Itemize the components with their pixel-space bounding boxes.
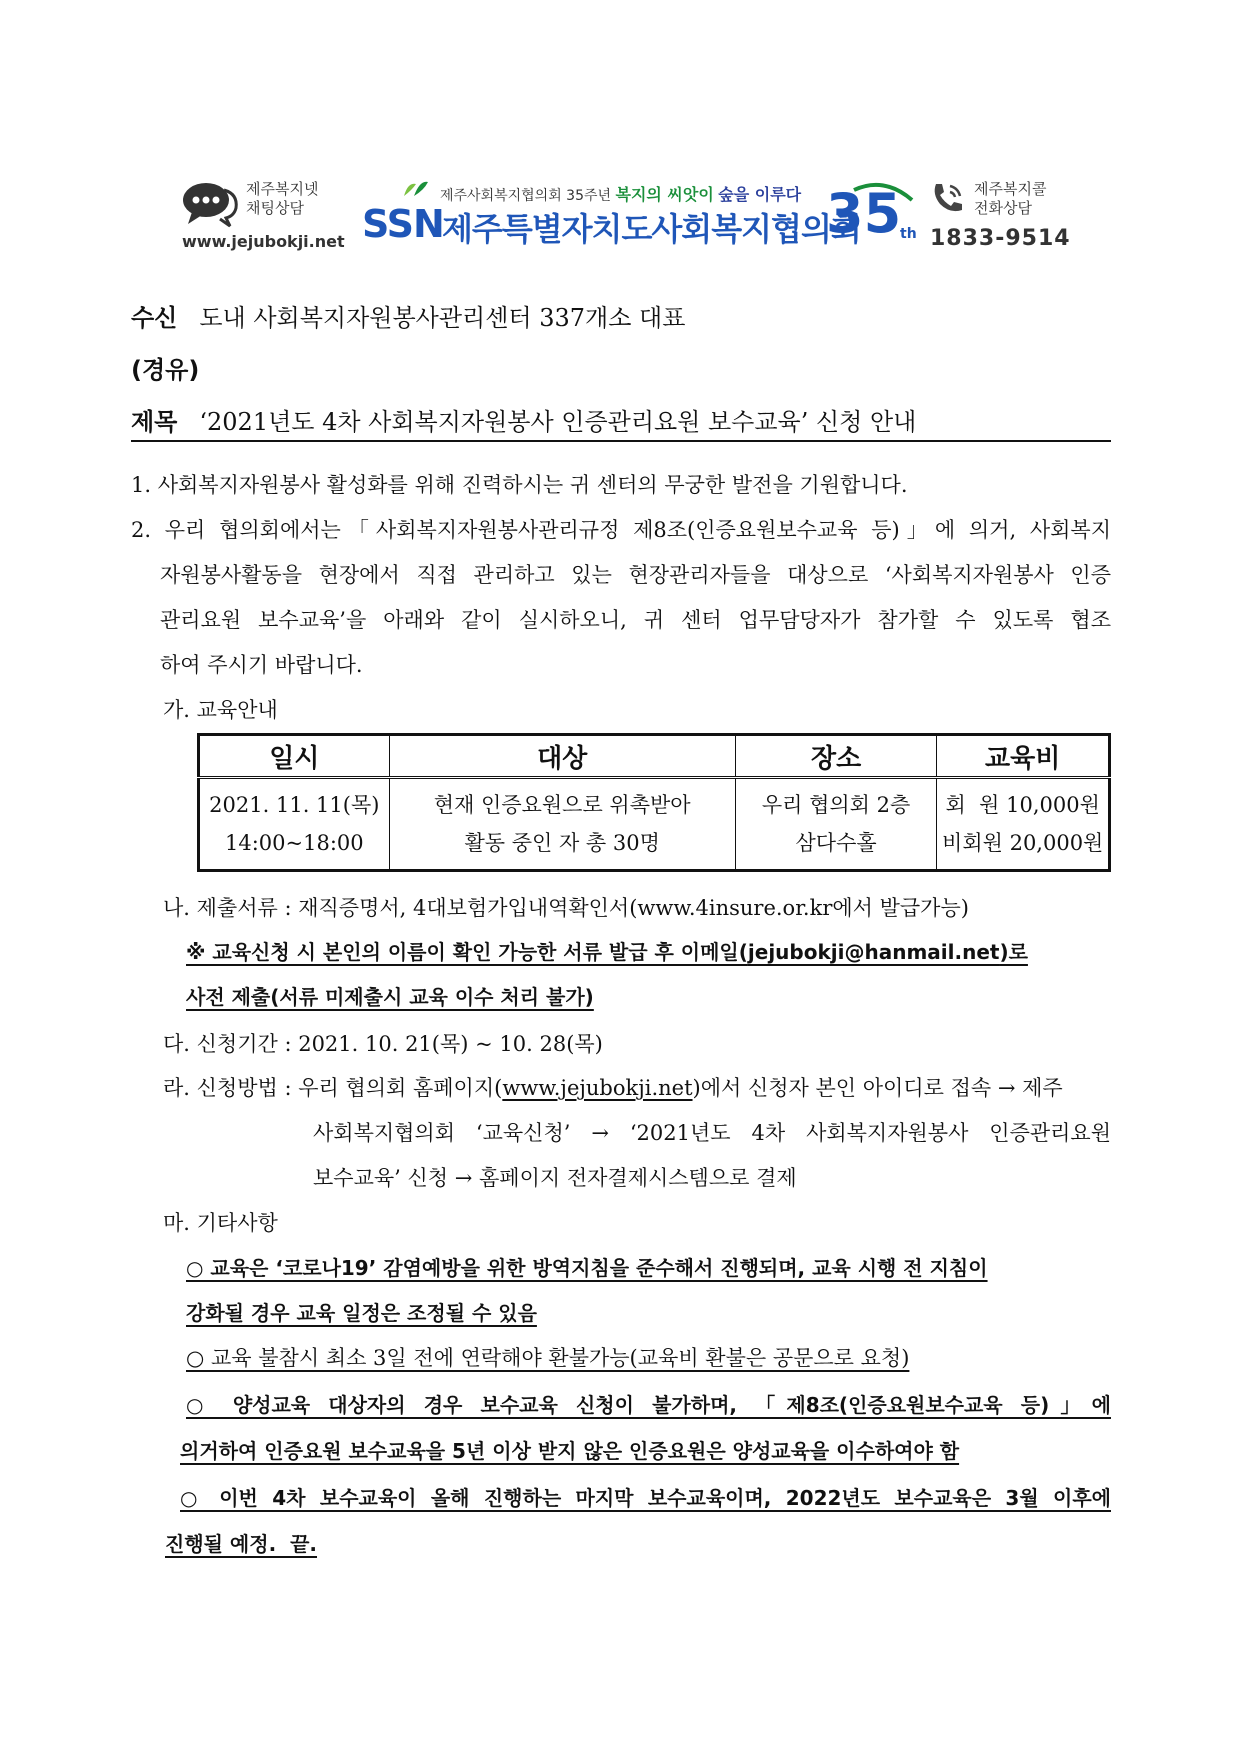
phone-number[interactable]: 1833-9514 [930, 226, 1071, 251]
cell-target-line2: 활동 중인 자 총 30명 [464, 831, 660, 855]
table-header-place: 장소 [735, 735, 937, 778]
anniversary-35-emblem [824, 180, 924, 244]
paragraph-2-line-2: 자원봉사활동을 현장에서 직접 관리하고 있는 현장관리자들을 대상으로 ‘사회복지자원봉사 인증 [160, 563, 1111, 587]
section-application-method-line-3: 보수교육’ 신청 → 홈페이지 전자결제시스템으로 결제 [313, 1166, 797, 1190]
table-header-fee: 교육비 [937, 735, 1110, 778]
cell-fee [937, 778, 1110, 871]
leaf-icon [402, 180, 430, 198]
notice-email-link[interactable]: jejubokji@hanmail.net [747, 940, 1000, 964]
anniversary-suffix: th [900, 226, 917, 242]
note-covid-line-1: ○ 교육은 ‘코로나19’ 감염예방을 위한 방역지침을 준수해서 진행되며, 교육 시행 전 지침이 [186, 1256, 988, 1280]
paragraph-1: 1. 사회복지자원봉사 활성화를 위해 진력하시는 귀 센터의 무궁한 발전을 기원합니다. [131, 473, 908, 497]
note-refund: ○ 교육 불참시 최소 3일 전에 연락해야 환불가능(교육비 환불은 공문으로 요청) [186, 1346, 910, 1370]
anniversary-tagline [440, 182, 801, 205]
letterhead [0, 170, 1239, 260]
note-covid-line-2: 강화될 경우 교육 일정은 조정될 수 있음 [186, 1301, 537, 1325]
recipient-key: 수신 [131, 304, 178, 332]
section-documents: 나. 제출서류 : 재직증명서, 4대보험가입내역확인서(www.4insure.or.kr에서 발급가능) [163, 896, 969, 920]
table-row [199, 778, 1110, 871]
cell-date: 2021. 11. 11(목) [209, 793, 380, 817]
recipient-value: 도내 사회복지자원봉사관리센터 337개소 대표 [199, 304, 686, 332]
tagline-prefix: 제주사회복지협의회 35주년 [440, 188, 612, 204]
section-education-info: 가. 교육안내 [163, 698, 278, 722]
section-application-period: 다. 신청기간 : 2021. 10. 21(목) ~ 10. 28(목) [163, 1032, 603, 1056]
note-training-line-1: ○ 양성교육 대상자의 경우 보수교육 신청이 불가하며, 「제8조(인증요원보수교육 등)」에 [186, 1393, 1111, 1417]
cell-target-line1: 현재 인증요원으로 위촉받아 [433, 793, 691, 817]
ssn-logo: SSN [362, 202, 444, 246]
education-table [197, 733, 1111, 872]
method-text-b: )에서 신청자 본인 아이디로 접속 → 제주 [692, 1076, 1063, 1100]
notice-text-a: ※ 교육신청 시 본인의 이름이 확인 가능한 서류 발급 후 이메일( [186, 940, 748, 964]
subject-value: ‘2021년도 4차 사회복지자원봉사 인증관리요원 보수교육’ 신청 안내 [199, 408, 917, 436]
cell-place [735, 778, 937, 871]
cell-time: 14:00~18:00 [224, 831, 364, 855]
paragraph-2-line-3: 관리요원 보수교육’을 아래와 같이 실시하오니, 귀 센터 업무담당자가 참가할 수 있도록 협조 [160, 608, 1111, 632]
organization-name: 제주특별자치도사회복지협의회 [442, 210, 861, 248]
tagline-highlight-1: 복지의 씨앗이 [615, 185, 714, 204]
cell-datetime [199, 778, 390, 871]
note-training-line-2: 의거하여 인증요원 보수교육을 5년 이상 받지 않은 인증요원은 양성교육을 이수하여야 함 [180, 1439, 960, 1463]
notice-line-2: 사전 제출(서류 미제출시 교육 이수 처리 불가) [186, 985, 594, 1009]
table-header-row [199, 735, 1110, 778]
section-other-notes: 마. 기타사항 [163, 1211, 278, 1235]
via-line [131, 350, 221, 385]
phone-icon [930, 180, 966, 216]
chat-label-line2: 채팅상담 [246, 199, 304, 217]
section-application-method-line-1 [163, 1073, 1063, 1103]
anniversary-number: 35 [826, 182, 902, 244]
notice-text-b: )로 [999, 940, 1028, 964]
paragraph-2-line-4: 하여 주시기 바랍니다. [160, 653, 363, 677]
note-final-line-2: 진행될 예정. 끝. [165, 1532, 318, 1556]
cell-place-line2: 삼다수홀 [795, 831, 877, 855]
chat-bubble-icon [182, 180, 240, 228]
table-header-target: 대상 [389, 735, 735, 778]
cell-fee-nonmember: 비회원 20,000원 [942, 831, 1104, 855]
recipient-line [131, 298, 685, 333]
chat-consult-block[interactable] [182, 180, 345, 251]
tagline-highlight-2: 숲을 이루다 [718, 185, 802, 204]
method-text-a: 라. 신청방법 : 우리 협의회 홈페이지( [163, 1076, 503, 1100]
table-header-datetime: 일시 [199, 735, 390, 778]
notice-line-1 [186, 937, 1028, 967]
chat-label-line1: 제주복지넷 [246, 180, 319, 198]
ssn-logo-block [362, 180, 922, 250]
chat-label [246, 180, 318, 218]
subject-key: 제목 [131, 408, 178, 436]
chat-url[interactable]: www.jejubokji.net [182, 232, 345, 251]
phone-label-line1: 제주복지콜 [974, 180, 1047, 198]
section-application-method-line-2: 사회복지협의회 ‘교육신청’ → ‘2021년도 4차 사회복지자원봉사 인증관리요원 [313, 1121, 1111, 1145]
homepage-link[interactable]: www.jejubokji.net [502, 1076, 693, 1100]
title-divider [131, 440, 1111, 442]
phone-label [974, 180, 1046, 218]
subject-line [131, 402, 916, 437]
phone-consult-block[interactable] [930, 180, 1080, 250]
via-key: (경유) [131, 356, 200, 384]
cell-target [389, 778, 735, 871]
note-final-line-1: ○ 이번 4차 보수교육이 올해 진행하는 마지막 보수교육이며, 2022년도 보수교육은 3월 이후에 [180, 1486, 1111, 1510]
cell-fee-member: 회 원 10,000원 [945, 793, 1100, 817]
phone-label-line2: 전화상담 [974, 199, 1032, 217]
cell-place-line1: 우리 협의회 2층 [761, 793, 911, 817]
paragraph-2-line-1: 2. 우리 협의회에서는「사회복지자원봉사관리규정 제8조(인증요원보수교육 등)」에 의거, 사회복지 [131, 518, 1111, 542]
